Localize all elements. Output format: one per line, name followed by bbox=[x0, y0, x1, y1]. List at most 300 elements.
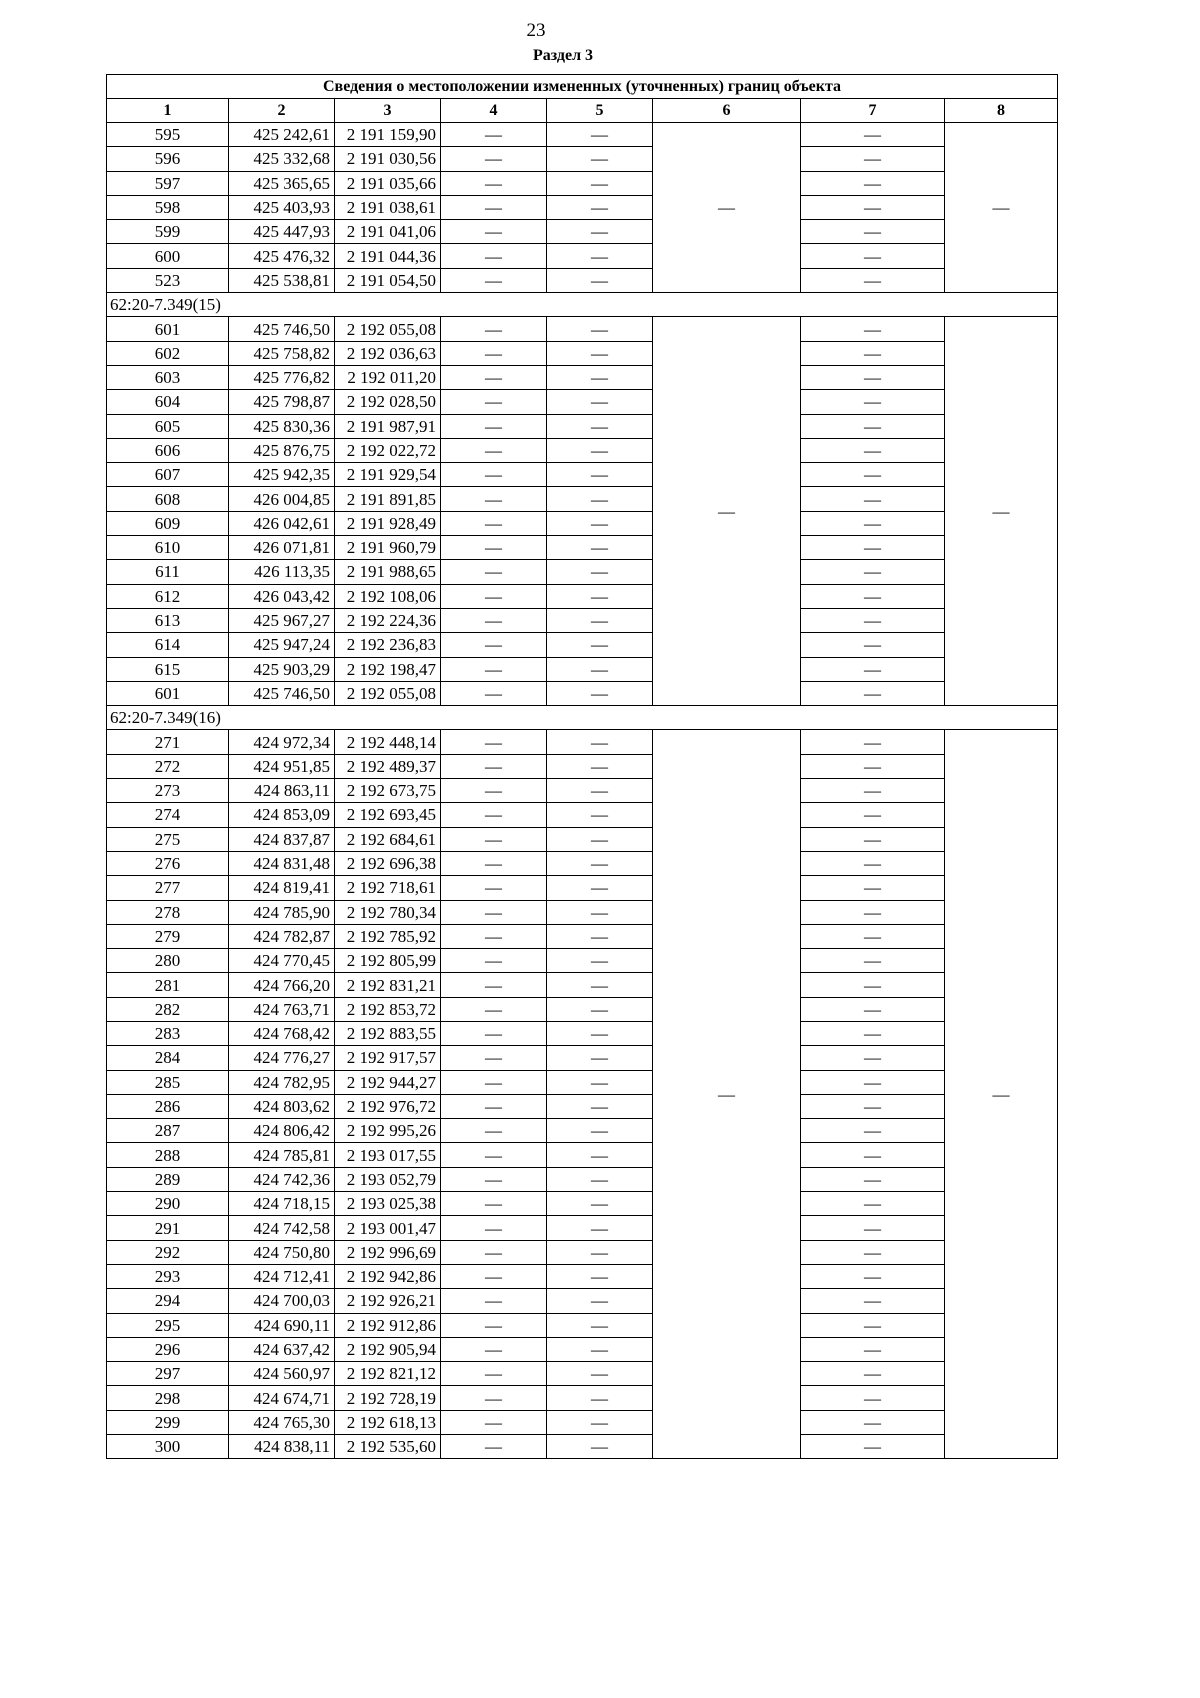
column-7-cell: — bbox=[801, 1046, 945, 1070]
y-coordinate-cell: 2 193 017,55 bbox=[335, 1143, 441, 1167]
column-7-cell: — bbox=[801, 803, 945, 827]
column-5-cell: — bbox=[547, 584, 653, 608]
table-row bbox=[107, 487, 1058, 511]
x-coordinate-cell: 424 770,45 bbox=[229, 949, 335, 973]
x-coordinate-cell: 425 903,29 bbox=[229, 657, 335, 681]
point-number-cell: 279 bbox=[107, 924, 229, 948]
column-5-cell: — bbox=[547, 560, 653, 584]
x-coordinate-cell: 424 560,97 bbox=[229, 1362, 335, 1386]
column-7-cell: — bbox=[801, 341, 945, 365]
column-7-cell: — bbox=[801, 1289, 945, 1313]
column-5-cell: — bbox=[547, 536, 653, 560]
x-coordinate-cell: 425 746,50 bbox=[229, 681, 335, 705]
table-row bbox=[107, 147, 1058, 171]
table-row bbox=[107, 1313, 1058, 1337]
table-row bbox=[107, 268, 1058, 292]
point-number-cell: 614 bbox=[107, 633, 229, 657]
column-7-cell: — bbox=[801, 147, 945, 171]
table-row bbox=[107, 244, 1058, 268]
table-row bbox=[107, 633, 1058, 657]
column-5-cell: — bbox=[547, 1192, 653, 1216]
column-5-cell: — bbox=[547, 924, 653, 948]
column-7-cell: — bbox=[801, 1264, 945, 1288]
column-4-cell: — bbox=[441, 268, 547, 292]
y-coordinate-cell: 2 192 917,57 bbox=[335, 1046, 441, 1070]
table-row bbox=[107, 779, 1058, 803]
column-header: 6 bbox=[653, 99, 801, 123]
point-number-cell: 602 bbox=[107, 341, 229, 365]
table-row bbox=[107, 1021, 1058, 1045]
column-header-row bbox=[107, 99, 1058, 123]
column-5-cell: — bbox=[547, 463, 653, 487]
column-4-cell: — bbox=[441, 997, 547, 1021]
point-number-cell: 607 bbox=[107, 463, 229, 487]
column-header: 7 bbox=[801, 99, 945, 123]
y-coordinate-cell: 2 191 159,90 bbox=[335, 123, 441, 147]
y-coordinate-cell: 2 192 011,20 bbox=[335, 365, 441, 389]
column-5-cell: — bbox=[547, 171, 653, 195]
x-coordinate-cell: 424 768,42 bbox=[229, 1021, 335, 1045]
column-7-cell: — bbox=[801, 536, 945, 560]
point-number-cell: 291 bbox=[107, 1216, 229, 1240]
table-row bbox=[107, 1289, 1058, 1313]
column-5-cell: — bbox=[547, 803, 653, 827]
x-coordinate-cell: 425 876,75 bbox=[229, 438, 335, 462]
point-number-cell: 277 bbox=[107, 876, 229, 900]
point-number-cell: 285 bbox=[107, 1070, 229, 1094]
column-4-cell: — bbox=[441, 1046, 547, 1070]
x-coordinate-cell: 424 712,41 bbox=[229, 1264, 335, 1288]
column-4-cell: — bbox=[441, 1192, 547, 1216]
column-5-cell: — bbox=[547, 681, 653, 705]
column-5-cell: — bbox=[547, 195, 653, 219]
x-coordinate-cell: 424 831,48 bbox=[229, 851, 335, 875]
column-4-cell: — bbox=[441, 1143, 547, 1167]
y-coordinate-cell: 2 193 001,47 bbox=[335, 1216, 441, 1240]
point-number-cell: 293 bbox=[107, 1264, 229, 1288]
table-row bbox=[107, 390, 1058, 414]
column-7-cell: — bbox=[801, 1362, 945, 1386]
point-number-cell: 282 bbox=[107, 997, 229, 1021]
x-coordinate-cell: 425 947,24 bbox=[229, 633, 335, 657]
column-header: 5 bbox=[547, 99, 653, 123]
table-row bbox=[107, 1386, 1058, 1410]
column-7-cell: — bbox=[801, 511, 945, 535]
x-coordinate-cell: 426 071,81 bbox=[229, 536, 335, 560]
column-4-cell: — bbox=[441, 657, 547, 681]
y-coordinate-cell: 2 191 929,54 bbox=[335, 463, 441, 487]
column-5-cell: — bbox=[547, 608, 653, 632]
column-4-cell: — bbox=[441, 633, 547, 657]
table-row bbox=[107, 1143, 1058, 1167]
table-row bbox=[107, 803, 1058, 827]
point-number-cell: 606 bbox=[107, 438, 229, 462]
x-coordinate-cell: 424 742,36 bbox=[229, 1167, 335, 1191]
x-coordinate-cell: 424 782,87 bbox=[229, 924, 335, 948]
column-5-cell: — bbox=[547, 900, 653, 924]
column-4-cell: — bbox=[441, 438, 547, 462]
point-number-cell: 597 bbox=[107, 171, 229, 195]
y-coordinate-cell: 2 192 912,86 bbox=[335, 1313, 441, 1337]
column-header: 2 bbox=[229, 99, 335, 123]
column-7-cell: — bbox=[801, 584, 945, 608]
column-7-cell: — bbox=[801, 1167, 945, 1191]
column-4-cell: — bbox=[441, 1216, 547, 1240]
x-coordinate-cell: 426 113,35 bbox=[229, 560, 335, 584]
x-coordinate-cell: 424 785,90 bbox=[229, 900, 335, 924]
table-row bbox=[107, 949, 1058, 973]
point-number-cell: 284 bbox=[107, 1046, 229, 1070]
column-7-cell: — bbox=[801, 949, 945, 973]
point-number-cell: 273 bbox=[107, 779, 229, 803]
point-number-cell: 276 bbox=[107, 851, 229, 875]
column-4-cell: — bbox=[441, 317, 547, 341]
y-coordinate-cell: 2 191 928,49 bbox=[335, 511, 441, 535]
point-number-cell: 612 bbox=[107, 584, 229, 608]
column-4-cell: — bbox=[441, 195, 547, 219]
table-row bbox=[107, 584, 1058, 608]
table-row bbox=[107, 681, 1058, 705]
x-coordinate-cell: 424 972,34 bbox=[229, 730, 335, 754]
column-7-cell: — bbox=[801, 681, 945, 705]
point-number-cell: 294 bbox=[107, 1289, 229, 1313]
point-number-cell: 604 bbox=[107, 390, 229, 414]
y-coordinate-cell: 2 191 054,50 bbox=[335, 268, 441, 292]
point-number-cell: 605 bbox=[107, 414, 229, 438]
column-4-cell: — bbox=[441, 463, 547, 487]
column-4-cell: — bbox=[441, 536, 547, 560]
column-4-cell: — bbox=[441, 123, 547, 147]
column-4-cell: — bbox=[441, 147, 547, 171]
table-row bbox=[107, 1094, 1058, 1118]
x-coordinate-cell: 424 951,85 bbox=[229, 754, 335, 778]
column-7-cell: — bbox=[801, 608, 945, 632]
column-header: 3 bbox=[335, 99, 441, 123]
x-coordinate-cell: 424 806,42 bbox=[229, 1119, 335, 1143]
point-number-cell: 299 bbox=[107, 1410, 229, 1434]
column-7-cell: — bbox=[801, 851, 945, 875]
column-6-merged-cell: — bbox=[653, 730, 801, 1459]
column-4-cell: — bbox=[441, 949, 547, 973]
table-row bbox=[107, 997, 1058, 1021]
column-7-cell: — bbox=[801, 754, 945, 778]
point-number-cell: 280 bbox=[107, 949, 229, 973]
y-coordinate-cell: 2 192 236,83 bbox=[335, 633, 441, 657]
y-coordinate-cell: 2 191 987,91 bbox=[335, 414, 441, 438]
column-4-cell: — bbox=[441, 1313, 547, 1337]
column-7-cell: — bbox=[801, 317, 945, 341]
table-row bbox=[107, 730, 1058, 754]
x-coordinate-cell: 425 365,65 bbox=[229, 171, 335, 195]
point-number-cell: 611 bbox=[107, 560, 229, 584]
column-5-cell: — bbox=[547, 1362, 653, 1386]
column-7-cell: — bbox=[801, 997, 945, 1021]
column-5-cell: — bbox=[547, 220, 653, 244]
column-5-cell: — bbox=[547, 1410, 653, 1434]
y-coordinate-cell: 2 191 044,36 bbox=[335, 244, 441, 268]
column-5-cell: — bbox=[547, 997, 653, 1021]
y-coordinate-cell: 2 192 995,26 bbox=[335, 1119, 441, 1143]
x-coordinate-cell: 425 967,27 bbox=[229, 608, 335, 632]
x-coordinate-cell: 424 674,71 bbox=[229, 1386, 335, 1410]
column-7-cell: — bbox=[801, 827, 945, 851]
column-5-cell: — bbox=[547, 851, 653, 875]
x-coordinate-cell: 425 476,32 bbox=[229, 244, 335, 268]
column-5-cell: — bbox=[547, 657, 653, 681]
column-4-cell: — bbox=[441, 1240, 547, 1264]
column-5-cell: — bbox=[547, 633, 653, 657]
column-5-cell: — bbox=[547, 1435, 653, 1459]
y-coordinate-cell: 2 191 038,61 bbox=[335, 195, 441, 219]
y-coordinate-cell: 2 192 853,72 bbox=[335, 997, 441, 1021]
column-4-cell: — bbox=[441, 924, 547, 948]
table-row bbox=[107, 657, 1058, 681]
y-coordinate-cell: 2 192 821,12 bbox=[335, 1362, 441, 1386]
column-7-cell: — bbox=[801, 730, 945, 754]
point-number-cell: 598 bbox=[107, 195, 229, 219]
column-5-cell: — bbox=[547, 1167, 653, 1191]
column-4-cell: — bbox=[441, 851, 547, 875]
table-row bbox=[107, 1410, 1058, 1434]
y-coordinate-cell: 2 192 693,45 bbox=[335, 803, 441, 827]
x-coordinate-cell: 425 403,93 bbox=[229, 195, 335, 219]
column-header: 1 bbox=[107, 99, 229, 123]
point-number-cell: 609 bbox=[107, 511, 229, 535]
table-row bbox=[107, 317, 1058, 341]
point-number-cell: 296 bbox=[107, 1337, 229, 1361]
column-7-cell: — bbox=[801, 657, 945, 681]
table-row bbox=[107, 754, 1058, 778]
column-4-cell: — bbox=[441, 1362, 547, 1386]
column-7-cell: — bbox=[801, 1386, 945, 1410]
group-label: 62:20-7.349(16) bbox=[107, 706, 1058, 730]
group-label-row bbox=[107, 293, 1058, 317]
column-4-cell: — bbox=[441, 487, 547, 511]
group-label: 62:20-7.349(15) bbox=[107, 293, 1058, 317]
x-coordinate-cell: 425 332,68 bbox=[229, 147, 335, 171]
column-4-cell: — bbox=[441, 414, 547, 438]
column-7-cell: — bbox=[801, 414, 945, 438]
table-row bbox=[107, 851, 1058, 875]
column-7-cell: — bbox=[801, 1410, 945, 1434]
column-4-cell: — bbox=[441, 560, 547, 584]
table-row bbox=[107, 171, 1058, 195]
x-coordinate-cell: 426 043,42 bbox=[229, 584, 335, 608]
column-7-cell: — bbox=[801, 365, 945, 389]
y-coordinate-cell: 2 192 022,72 bbox=[335, 438, 441, 462]
column-7-cell: — bbox=[801, 268, 945, 292]
column-8-merged-cell: — bbox=[945, 123, 1058, 293]
point-number-cell: 271 bbox=[107, 730, 229, 754]
column-5-cell: — bbox=[547, 123, 653, 147]
y-coordinate-cell: 2 192 489,37 bbox=[335, 754, 441, 778]
x-coordinate-cell: 424 742,58 bbox=[229, 1216, 335, 1240]
column-5-cell: — bbox=[547, 1094, 653, 1118]
point-number-cell: 287 bbox=[107, 1119, 229, 1143]
y-coordinate-cell: 2 191 035,66 bbox=[335, 171, 441, 195]
table-row bbox=[107, 1167, 1058, 1191]
point-number-cell: 295 bbox=[107, 1313, 229, 1337]
y-coordinate-cell: 2 192 944,27 bbox=[335, 1070, 441, 1094]
column-6-merged-cell: — bbox=[653, 317, 801, 706]
table-row bbox=[107, 876, 1058, 900]
column-4-cell: — bbox=[441, 876, 547, 900]
column-5-cell: — bbox=[547, 949, 653, 973]
table-row bbox=[107, 1192, 1058, 1216]
table-title-row bbox=[107, 75, 1058, 99]
x-coordinate-cell: 425 746,50 bbox=[229, 317, 335, 341]
x-coordinate-cell: 426 004,85 bbox=[229, 487, 335, 511]
column-7-cell: — bbox=[801, 973, 945, 997]
column-7-cell: — bbox=[801, 924, 945, 948]
point-number-cell: 290 bbox=[107, 1192, 229, 1216]
column-5-cell: — bbox=[547, 414, 653, 438]
x-coordinate-cell: 425 776,82 bbox=[229, 365, 335, 389]
column-header: 8 bbox=[945, 99, 1058, 123]
x-coordinate-cell: 426 042,61 bbox=[229, 511, 335, 535]
table-row bbox=[107, 560, 1058, 584]
x-coordinate-cell: 424 853,09 bbox=[229, 803, 335, 827]
x-coordinate-cell: 424 690,11 bbox=[229, 1313, 335, 1337]
y-coordinate-cell: 2 192 805,99 bbox=[335, 949, 441, 973]
x-coordinate-cell: 424 776,27 bbox=[229, 1046, 335, 1070]
y-coordinate-cell: 2 192 055,08 bbox=[335, 681, 441, 705]
column-7-cell: — bbox=[801, 244, 945, 268]
column-5-cell: — bbox=[547, 1021, 653, 1045]
section-title: Раздел 3 bbox=[532, 47, 594, 64]
x-coordinate-cell: 425 758,82 bbox=[229, 341, 335, 365]
column-7-cell: — bbox=[801, 876, 945, 900]
column-4-cell: — bbox=[441, 1386, 547, 1410]
column-5-cell: — bbox=[547, 1313, 653, 1337]
table-row bbox=[107, 365, 1058, 389]
column-5-cell: — bbox=[547, 1216, 653, 1240]
column-5-cell: — bbox=[547, 244, 653, 268]
x-coordinate-cell: 425 830,36 bbox=[229, 414, 335, 438]
page-number: 23 bbox=[526, 20, 546, 41]
column-8-merged-cell: — bbox=[945, 730, 1058, 1459]
column-4-cell: — bbox=[441, 973, 547, 997]
column-4-cell: — bbox=[441, 900, 547, 924]
column-4-cell: — bbox=[441, 390, 547, 414]
x-coordinate-cell: 425 242,61 bbox=[229, 123, 335, 147]
column-4-cell: — bbox=[441, 1070, 547, 1094]
column-4-cell: — bbox=[441, 584, 547, 608]
column-7-cell: — bbox=[801, 487, 945, 511]
table-row bbox=[107, 123, 1058, 147]
column-6-merged-cell: — bbox=[653, 123, 801, 293]
y-coordinate-cell: 2 192 036,63 bbox=[335, 341, 441, 365]
x-coordinate-cell: 425 942,35 bbox=[229, 463, 335, 487]
column-7-cell: — bbox=[801, 1313, 945, 1337]
column-4-cell: — bbox=[441, 511, 547, 535]
x-coordinate-cell: 424 863,11 bbox=[229, 779, 335, 803]
y-coordinate-cell: 2 192 684,61 bbox=[335, 827, 441, 851]
table-row bbox=[107, 1240, 1058, 1264]
column-7-cell: — bbox=[801, 1094, 945, 1118]
point-number-cell: 599 bbox=[107, 220, 229, 244]
table-row bbox=[107, 608, 1058, 632]
point-number-cell: 286 bbox=[107, 1094, 229, 1118]
column-5-cell: — bbox=[547, 365, 653, 389]
column-header: 4 bbox=[441, 99, 547, 123]
y-coordinate-cell: 2 192 108,06 bbox=[335, 584, 441, 608]
y-coordinate-cell: 2 192 055,08 bbox=[335, 317, 441, 341]
column-4-cell: — bbox=[441, 803, 547, 827]
y-coordinate-cell: 2 191 988,65 bbox=[335, 560, 441, 584]
y-coordinate-cell: 2 192 198,47 bbox=[335, 657, 441, 681]
x-coordinate-cell: 424 763,71 bbox=[229, 997, 335, 1021]
table-row bbox=[107, 341, 1058, 365]
y-coordinate-cell: 2 192 728,19 bbox=[335, 1386, 441, 1410]
column-7-cell: — bbox=[801, 1070, 945, 1094]
column-5-cell: — bbox=[547, 754, 653, 778]
y-coordinate-cell: 2 192 673,75 bbox=[335, 779, 441, 803]
table-row bbox=[107, 1070, 1058, 1094]
table-row bbox=[107, 1046, 1058, 1070]
column-5-cell: — bbox=[547, 1386, 653, 1410]
column-4-cell: — bbox=[441, 220, 547, 244]
column-5-cell: — bbox=[547, 487, 653, 511]
x-coordinate-cell: 424 765,30 bbox=[229, 1410, 335, 1434]
column-4-cell: — bbox=[441, 1094, 547, 1118]
column-4-cell: — bbox=[441, 1021, 547, 1045]
column-5-cell: — bbox=[547, 1264, 653, 1288]
table-row bbox=[107, 463, 1058, 487]
column-4-cell: — bbox=[441, 779, 547, 803]
table-row bbox=[107, 1362, 1058, 1386]
y-coordinate-cell: 2 192 780,34 bbox=[335, 900, 441, 924]
column-7-cell: — bbox=[801, 1435, 945, 1459]
y-coordinate-cell: 2 192 942,86 bbox=[335, 1264, 441, 1288]
table-row bbox=[107, 924, 1058, 948]
y-coordinate-cell: 2 193 052,79 bbox=[335, 1167, 441, 1191]
column-4-cell: — bbox=[441, 1435, 547, 1459]
point-number-cell: 281 bbox=[107, 973, 229, 997]
column-7-cell: — bbox=[801, 171, 945, 195]
column-5-cell: — bbox=[547, 779, 653, 803]
column-7-cell: — bbox=[801, 390, 945, 414]
x-coordinate-cell: 424 700,03 bbox=[229, 1289, 335, 1313]
column-4-cell: — bbox=[441, 365, 547, 389]
point-number-cell: 275 bbox=[107, 827, 229, 851]
table-row bbox=[107, 414, 1058, 438]
y-coordinate-cell: 2 192 028,50 bbox=[335, 390, 441, 414]
group-label-row bbox=[107, 706, 1058, 730]
column-4-cell: — bbox=[441, 681, 547, 705]
table-row bbox=[107, 1119, 1058, 1143]
point-number-cell: 300 bbox=[107, 1435, 229, 1459]
column-7-cell: — bbox=[801, 560, 945, 584]
x-coordinate-cell: 424 782,95 bbox=[229, 1070, 335, 1094]
column-7-cell: — bbox=[801, 779, 945, 803]
column-4-cell: — bbox=[441, 1264, 547, 1288]
y-coordinate-cell: 2 192 618,13 bbox=[335, 1410, 441, 1434]
table-row bbox=[107, 1216, 1058, 1240]
column-4-cell: — bbox=[441, 341, 547, 365]
column-7-cell: — bbox=[801, 1192, 945, 1216]
column-5-cell: — bbox=[547, 1337, 653, 1361]
point-number-cell: 274 bbox=[107, 803, 229, 827]
table-row bbox=[107, 1337, 1058, 1361]
table-row bbox=[107, 973, 1058, 997]
table-row bbox=[107, 220, 1058, 244]
point-number-cell: 292 bbox=[107, 1240, 229, 1264]
point-number-cell: 283 bbox=[107, 1021, 229, 1045]
table-row bbox=[107, 536, 1058, 560]
y-coordinate-cell: 2 192 905,94 bbox=[335, 1337, 441, 1361]
y-coordinate-cell: 2 192 224,36 bbox=[335, 608, 441, 632]
